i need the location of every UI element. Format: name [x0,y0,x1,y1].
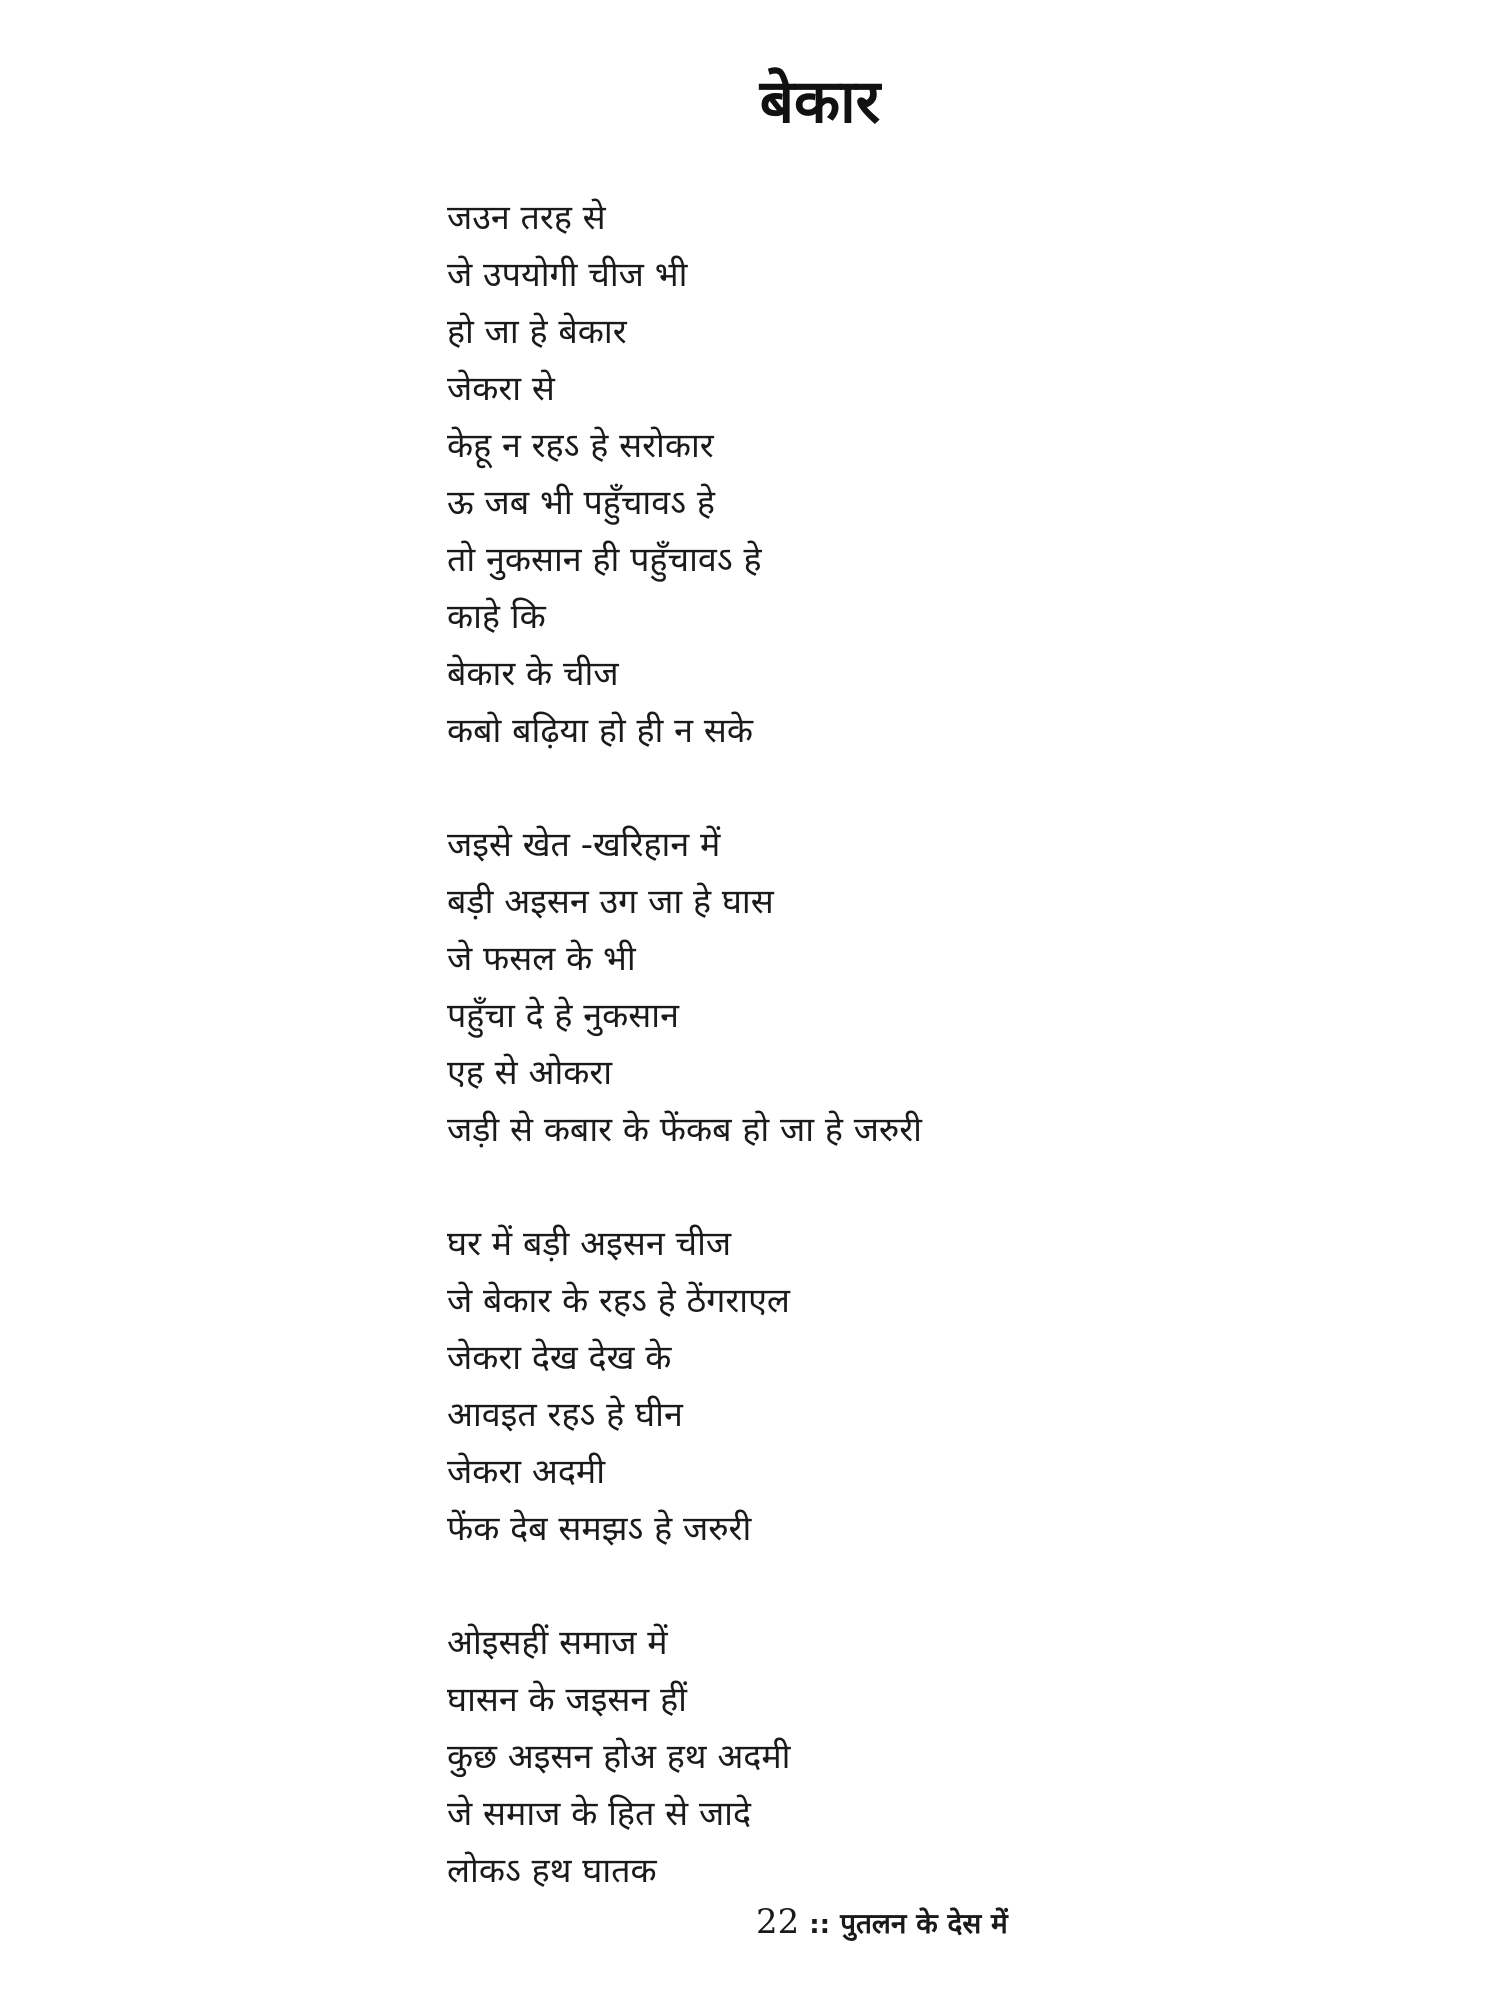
poem-body [447,190,1347,1957]
poem-line: हो जा हे बेकार [447,312,627,352]
poem-line: बड़ी अइसन उग जा हे घास [447,882,774,922]
poem-line: ओइसहीं समाज में [447,1623,668,1663]
poem-line: तो नुकसान ही पहुँचावऽ हे [447,540,762,580]
poem-line: लोकऽ हथ घातक [447,1851,657,1891]
poem-line: जे बेकार के रहऽ हे ठेंगराएल [447,1281,790,1321]
stanza [447,817,1347,1159]
poem-line: काहे कि [447,597,546,637]
stanza [447,190,1347,760]
poem-line: जे फसल के भी [447,939,636,979]
poem-line: जेकरा से [447,369,555,409]
poem-line: आवइत रहऽ हे घीन [447,1395,683,1435]
page-footer [756,1898,1008,1952]
poem-line: जे समाज के हित से जादे [447,1794,752,1834]
poem-line: एह से ओकरा [447,1053,613,1093]
poem-line: जेकरा देख देख के [447,1338,672,1378]
poem-line: जेकरा अदमी [447,1452,606,1492]
poem-line: पहुँचा दे हे नुकसान [447,996,679,1036]
poem-line: घर में बड़ी अइसन चीज [447,1224,732,1264]
book-title: पुतलन के देस में [840,1907,1008,1940]
poem-line: फेंक देब समझऽ हे जरुरी [447,1509,752,1549]
poem-line: ऊ जब भी पहुँचावऽ हे [447,483,715,523]
poem-line: जउन तरह से [447,198,606,238]
poem-line: घासन के जइसन हीं [447,1680,687,1720]
poem-title: बेकार [759,67,881,137]
poem-line: कबो बढ़िया हो ही न सके [447,711,753,751]
poem-line: केहू न रहऽ हे सरोकार [447,426,714,466]
poem-line: बेकार के चीज [447,654,619,694]
page-number: 22 [756,1902,800,1942]
stanza [447,1615,1347,1900]
poem-line: जड़ी से कबार के फेंकब हो जा हे जरुरी [447,1110,922,1150]
footer-separator: :: [809,1910,831,1940]
poem-line: जइसे खेत -खरिहान में [447,825,721,865]
poem-line: जे उपयोगी चीज भी [447,255,688,295]
stanza [447,1216,1347,1558]
poem-line: कुछ अइसन होअ हथ अदमी [447,1737,791,1777]
